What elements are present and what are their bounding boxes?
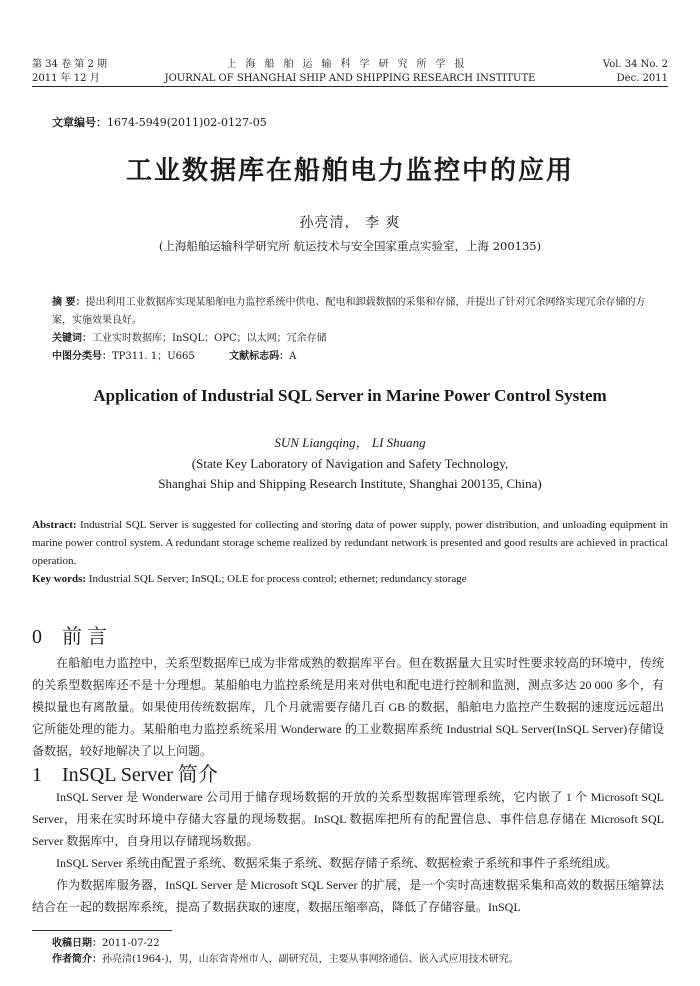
keywords-en [32, 570, 668, 588]
received-date-value: 2011-07-22 [102, 938, 160, 949]
article-number-value: 1674-5949(2011)02-0127-05 [107, 116, 267, 129]
abstract-cn-paragraph [52, 294, 652, 330]
abstract-cn-text: 提出利用工业数据库实现某船舶电力监控系统中供电、配电和卸载数据的采集和存储，并提出了针对冗余网络实现冗余存储的方案，实施效果良好。 [52, 297, 646, 326]
journal-name-cn: 上海船舶运输科学研究所学报 [226, 59, 474, 70]
abstract-cn [52, 294, 652, 366]
abstract-cn-label: 摘 要： [52, 297, 86, 308]
author-bio-label: 作者简介： [52, 954, 102, 965]
article-number-label: 文章编号： [52, 116, 107, 129]
doc-code-label: 文献标志码： [229, 351, 290, 362]
section-1-paragraph: 作为数据库服务器，InSQL Server 是 Microsoft SQL Server 的扩展，是一个实时高速数据采集和高效的数据压缩算法结合在一起的数据库系统，提高了数据获取的速度，数据压缩率高，降低了存储容量。InSQL [32, 878, 664, 914]
section-1-body [32, 786, 664, 918]
section-0-paragraph: 在船舶电力监控中，关系型数据库已成为非常成熟的数据库平台。但在数据量大且实时性要求较高的环境中，传统的关系型数据库还不是十分理想。某船舶电力监控系统是用来对供电和配电进行控制和监测，测点多达 20 000 多个，有模拟量也有离散量。如果使用传统数据库，几个月就需要存储几百 GB 的数据，船舶电力监控产生数据的速度远远超出它所能处理的能力。某船舶电力监控系统采用 Wonderware 的工业数据库系统 Industrial SQL Server(InSQL Server)存储设备数据，较好地解决了以上问题。 [32, 656, 664, 758]
section-1-paragraph: InSQL Server 系统由配置子系统、数据采集子系统、数据存储子系统、数据检索子系统和事件子系统组成。 [56, 856, 618, 870]
header-rule [32, 86, 668, 87]
volume-issue-line: 第 34 卷 第 2 期 [32, 59, 107, 70]
clc-value: TP311. 1；U665 [112, 351, 195, 362]
publication-date: 2011 年 12 月 [32, 73, 100, 84]
author-bio-value: 孙亮清(1964-)，男，山东省青州市人，副研究员，主要从事网络通信、嵌入式应用技术研究。 [102, 954, 519, 965]
doc-code-value: A [289, 351, 297, 362]
keywords-en-label: Key words: [32, 573, 87, 585]
section-1-number: 1 [32, 764, 42, 786]
affiliation-en-line2: Shanghai Ship and Shipping Research Institute, Shanghai 200135, China) [158, 476, 542, 491]
title-cn: 工业数据库在船舶电力监控中的应用 [125, 156, 574, 186]
publication-date-en: Dec. 2011 [616, 73, 668, 84]
received-date [52, 936, 519, 952]
volume-issue-en [603, 58, 668, 86]
article-number [52, 114, 267, 130]
section-1-paragraph: InSQL Server 是 Wonderware 公司用于储存现场数据的开放的关系型数据库管理系统，它内嵌了 1 个 Microsoft SQL Server，用来在实时环境中存储大容量的现场数据。InSQL 数据库把所有的配置信息、事件信息存储在 Microsoft SQL Server 数据库中，自身用以存储现场数据。 [32, 790, 664, 848]
section-1-heading [32, 758, 218, 787]
keywords-cn-label: 关键词： [52, 333, 92, 344]
author-bio [52, 952, 519, 968]
keywords-cn [52, 330, 652, 348]
volume-issue [32, 58, 107, 86]
journal-name [120, 58, 580, 86]
title-en: Application of Industrial SQL Server in Marine Power Control System [93, 386, 607, 405]
section-0-heading [32, 620, 107, 649]
section-0-number: 0 [32, 626, 42, 648]
journal-name-en: JOURNAL OF SHANGHAI SHIP AND SHIPPING RESEARCH INSTITUTE [164, 73, 536, 84]
classification-line [52, 348, 652, 366]
affiliation-en-line1: (State Key Laboratory of Navigation and Safety Technology, [191, 456, 509, 471]
section-0-body [32, 652, 664, 762]
authors-cn: 孙亮清， 李 爽 [299, 215, 401, 231]
footnote [52, 936, 519, 968]
clc-label: 中图分类号： [52, 351, 112, 362]
section-0-title: 前 言 [62, 626, 107, 648]
affiliation-cn: (上海船舶运输科学研究所 航运技术与安全国家重点实验室，上海 200135) [158, 239, 542, 253]
abstract-en [32, 516, 668, 588]
volume-issue-en-line: Vol. 34 No. 2 [602, 59, 668, 70]
abstract-en-paragraph [32, 516, 668, 570]
abstract-en-label: Abstract: [32, 519, 77, 531]
received-date-label: 收稿日期： [52, 938, 102, 949]
authors-en: SUN Liangqing， LI Shuang [274, 435, 426, 450]
keywords-cn-text: 工业实时数据库；InSQL；OPC；以太网；冗余存储 [92, 333, 327, 344]
keywords-en-text: Industrial SQL Server; InSQL; OLE for process control; ethernet; redundancy storage [88, 573, 467, 585]
section-1-title: InSQL Server 简介 [62, 764, 218, 786]
footnote-rule [32, 930, 172, 931]
abstract-en-text: Industrial SQL Server is suggested for collecting and storing data of power supply, power distribution, and unloading equipment in marine power control system. A redundant storage scheme realized by redundant network is presented and good results are achieved in practical operation. [32, 519, 668, 567]
